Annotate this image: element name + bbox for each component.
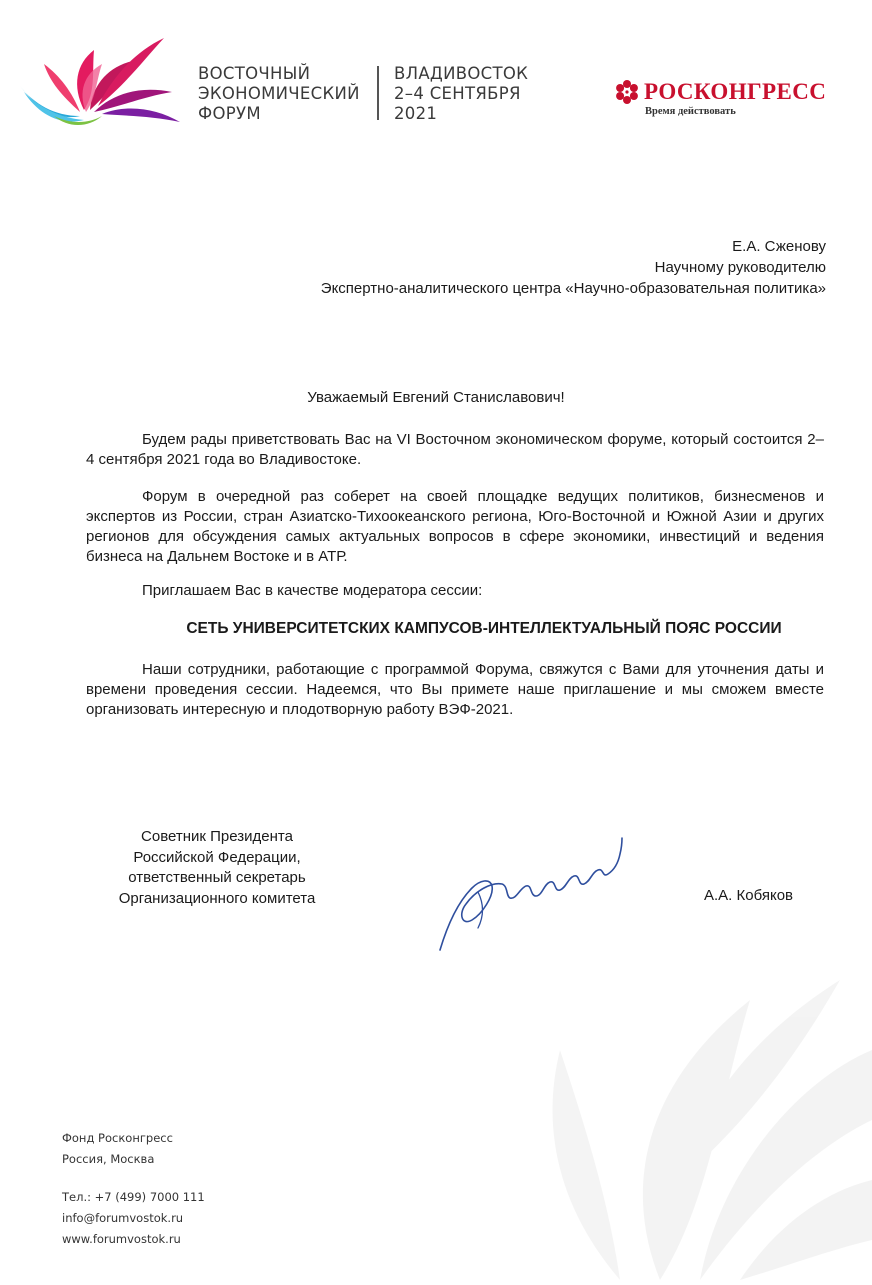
- forum-name-line: ФОРУМ: [198, 104, 261, 123]
- forum-place-date: [394, 64, 528, 124]
- letter-paragraph: Форум в очередной раз соберет на своей площадке ведущих политиков, бизнесменов и экспертов из России, стран Азиатско-Тихоокеанского региона, Юго-Восточной и Южной Азии и других регионов для обсуждения самых актуальных вопросов в сфере экономики, инвестиций и ведения бизнеса на Дальнем Востоке и в АТР.: [86, 488, 824, 565]
- addressee-name: Е.А. Сженову: [732, 238, 826, 255]
- footer-spacer: [62, 1170, 205, 1187]
- forum-place-line: 2021: [394, 104, 438, 123]
- addressee-block: [321, 236, 826, 299]
- footer-website[interactable]: www.forumvostok.ru: [62, 1232, 181, 1246]
- forum-place-line: 2–4 СЕНТЯБРЯ: [394, 84, 521, 103]
- signer-title: [86, 827, 348, 909]
- footer-email[interactable]: info@forumvostok.ru: [62, 1211, 184, 1225]
- greeting: Уважаемый Евгений Станиславович!: [307, 389, 565, 406]
- forum-place-line: ВЛАДИВОСТОК: [394, 64, 529, 83]
- footer-org: Фонд Росконгресс: [62, 1131, 173, 1145]
- letter-paragraph: Приглашаем Вас в качестве модератора сессии:: [142, 582, 483, 599]
- addressee-organization: Экспертно-аналитического центра «Научно-образовательная политика»: [320, 280, 826, 297]
- forum-name-line: ВОСТОЧНЫЙ: [198, 64, 311, 83]
- letter-paragraph: Будем рады приветствовать Вас на VI Восточном экономическом форуме, который состоится 2–4 сентября 2021 года во Владивостоке.: [86, 431, 824, 468]
- forum-name: [198, 64, 360, 124]
- lotus-logo-icon: [14, 30, 190, 130]
- session-title: СЕТЬ УНИВЕРСИТЕТСКИХ КАМПУСОВ-ИНТЕЛЛЕКТУАЛЬНЫЙ ПОЯС РОССИИ: [186, 620, 782, 637]
- signer-title-line: Организационного комитета: [118, 889, 316, 907]
- addressee-position: Научному руководителю: [654, 259, 826, 276]
- header-divider: [377, 66, 379, 120]
- roscongress-name: РОСКОНГРЕСС: [644, 79, 827, 104]
- roscongress-slogan: Время действовать: [645, 106, 736, 117]
- signature-icon: [432, 834, 632, 954]
- letter-paragraph: Наши сотрудники, работающие с программой Форума, свяжутся с Вами для уточнения даты и времени проведения сессии. Надеемся, что Вы примете наше приглашение и мы сможем вместе организовать интересную и плодотворную работу ВЭФ-2021.: [86, 661, 824, 718]
- footer-phone: Тел.: +7 (499) 7000 111: [62, 1190, 205, 1204]
- signer-name: А.А. Кобяков: [704, 887, 794, 904]
- signer-title-line: Советник Президента: [141, 828, 293, 845]
- footer-city: Россия, Москва: [62, 1152, 155, 1166]
- signer-title-line: ответственный секретарь: [128, 869, 306, 886]
- roscongress-flower-icon: [613, 78, 641, 106]
- footer-contacts: [62, 1128, 205, 1250]
- signer-title-line: Российской Федерации,: [133, 848, 301, 866]
- forum-name-line: ЭКОНОМИЧЕСКИЙ: [198, 84, 360, 103]
